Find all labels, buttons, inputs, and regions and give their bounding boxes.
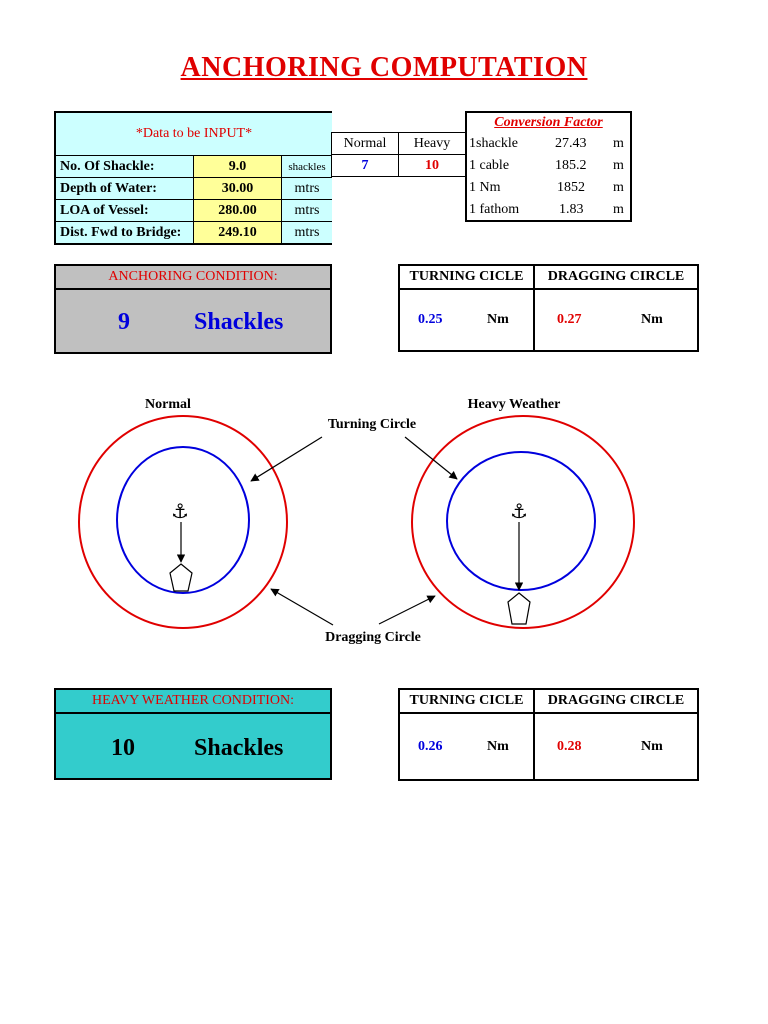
loa-input[interactable]: 280.00 [194,200,282,222]
anchoring-turning-column [400,266,535,350]
depth-input[interactable]: 30.00 [194,178,282,200]
page-title: ANCHORING COMPUTATION [180,52,588,83]
conversion-name: 1 cable [469,158,510,173]
heavy-anchor-icon: ⚓ [510,499,528,523]
anchoring-condition-box [54,264,332,354]
heavy-condition-header: HEAVY WEATHER CONDITION: [56,690,330,714]
conversion-value: 185.2 [555,158,587,173]
dragging-circle-label: Dragging Circle [325,630,421,645]
conversion-name: 1shackle [469,136,518,151]
bridge-input[interactable]: 249.10 [194,222,282,243]
heavy-condition-box [54,688,332,780]
conversion-row [467,133,630,155]
circle-diagram [0,380,768,660]
anchoring-shackle-count: 9 [118,308,130,335]
conversion-unit: m [613,202,624,217]
heavy-turning-column [400,690,535,779]
depth-label: Depth of Water: [56,178,194,200]
anchoring-dragging-value: 0.27 [557,312,582,327]
normal-vessel-icon [170,564,192,591]
conversion-row [467,155,630,177]
normal-anchor-icon: ⚓ [171,499,189,523]
normal-column [331,132,399,177]
heavy-vessel-icon [508,593,530,624]
dragging-arrow-right [379,596,435,624]
heavy-dragging-value: 0.28 [557,739,582,754]
conversion-name: 1 fathom [469,202,520,217]
heavy-turning-value: 0.26 [418,739,443,754]
heavy-dragging-header: DRAGGING CIRCLE [535,690,697,714]
heavy-results [398,688,699,781]
shackle-label: No. Of Shackle: [56,156,194,178]
heavy-condition-body [56,720,330,776]
loa-unit: mtrs [282,200,332,222]
input-table [54,111,332,245]
conversion-unit: m [613,136,624,151]
heavy-column [398,132,466,177]
normal-header: Normal [332,133,398,155]
heavy-header: Heavy [399,133,465,155]
anchoring-condition-header: ANCHORING CONDITION: [56,266,330,290]
heavy-shackle-count: 10 [111,734,135,761]
heavy-turning-unit: Nm [487,739,509,754]
loa-label: LOA of Vessel: [56,200,194,222]
dragging-arrow-left [271,589,333,625]
anchoring-condition-body [56,294,330,350]
heavy-value: 10 [425,158,439,173]
conversion-value: 27.43 [555,136,587,151]
heavy-weather-label: Heavy Weather [467,397,561,412]
conversion-name: 1 Nm [469,180,501,195]
conversion-title: Conversion Factor [494,115,603,130]
anchoring-turning-header: TURNING CICLE [400,266,533,290]
anchoring-dragging-unit: Nm [641,312,663,327]
depth-unit: mtrs [282,178,332,200]
input-header: *Data to be INPUT* [56,113,332,156]
heavy-dragging-unit: Nm [641,739,663,754]
shackle-unit: shackles [282,156,332,178]
anchoring-shackle-unit: Shackles [194,308,284,335]
conversion-row [467,177,630,199]
anchoring-results [398,264,699,352]
conversion-table [465,111,632,222]
heavy-turning-header: TURNING CICLE [400,690,533,714]
bridge-label: Dist. Fwd to Bridge: [56,222,194,243]
bridge-unit: mtrs [282,222,332,243]
anchoring-dragging-column [535,266,697,350]
normal-label: Normal [145,397,191,412]
turning-circle-label: Turning Circle [327,417,417,432]
anchoring-turning-value: 0.25 [418,312,443,327]
normal-value: 7 [361,158,369,173]
conversion-value: 1.83 [559,202,584,217]
conversion-unit: m [613,158,624,173]
anchoring-dragging-header: DRAGGING CIRCLE [535,266,697,290]
conversion-value: 1852 [557,180,585,195]
shackle-input[interactable]: 9.0 [194,156,282,178]
heavy-dragging-column [535,690,697,779]
anchoring-turning-unit: Nm [487,312,509,327]
conversion-row [467,199,630,221]
heavy-shackle-unit: Shackles [194,734,284,761]
turning-arrow-left [251,437,322,481]
conversion-unit: m [613,180,624,195]
